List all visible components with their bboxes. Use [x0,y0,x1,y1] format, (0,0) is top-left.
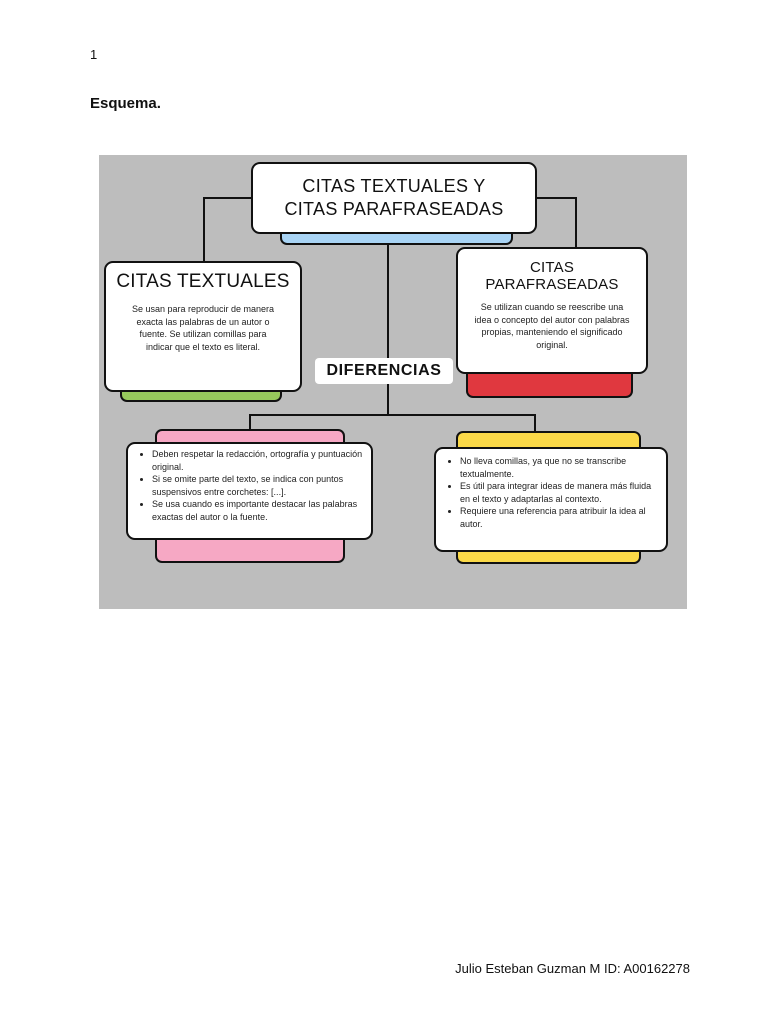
citas-textuales-heading: CITAS TEXTUALES [116,271,290,292]
page-footer: Julio Esteban Guzman M ID: A00162278 [455,961,690,976]
citas-textuales-box [104,261,302,392]
parafraseadas-differences-list [442,455,658,530]
parafraseadas-differences-box [434,447,668,552]
diferencias-label: DIFERENCIAS [315,358,453,384]
page-heading: Esquema. [90,95,161,112]
diagram-title-line1: CITAS TEXTUALES Y [302,176,486,196]
page-number: 1 [90,47,98,62]
list-item: • No lleva comillas, ya que no se transcribe textualmente. [460,455,658,480]
connector-bottom-horizontal [249,414,536,416]
connector-title-right-v [575,197,577,249]
citas-parafraseadas-text: Se utilizan cuando se reescribe una idea o concepto del autor con palabras propias, manteniendo el significado original. [474,302,630,350]
list-item: • Es útil para integrar ideas de manera más fluida en el texto y adaptarlas al contexto. [460,480,658,505]
citas-textuales-text: Se usan para reproducir de manera exacta las palabras de un autor o fuente. Se utilizan comillas para indicar que el texto es literal. [131,304,275,352]
list-item: • Si se omite parte del texto, se indica con puntos suspensivos entre corchetes: [...]. [152,473,363,498]
connector-title-right-h [535,197,577,199]
textuales-differences-box [126,442,373,540]
connector-title-left-v [203,197,205,263]
diagram-title-box [251,162,537,234]
diagram-title-line2: CITAS PARAFRASEADAS [284,199,504,219]
connector-title-left-h [203,197,253,199]
list-item: • Deben respetar la redacción, ortografía y puntuación original. [152,448,363,473]
citas-parafraseadas-heading: CITAS PARAFRASEADAS [485,259,619,293]
list-item: • Requiere una referencia para atribuir la idea al autor. [460,505,658,530]
citas-parafraseadas-box [456,247,648,374]
list-item: • Se usa cuando es importante destacar las palabras exactas del autor o la fuente. [152,498,363,523]
concept-diagram [99,155,687,609]
connector-center-vertical [387,240,389,415]
textuales-differences-list [134,448,363,523]
